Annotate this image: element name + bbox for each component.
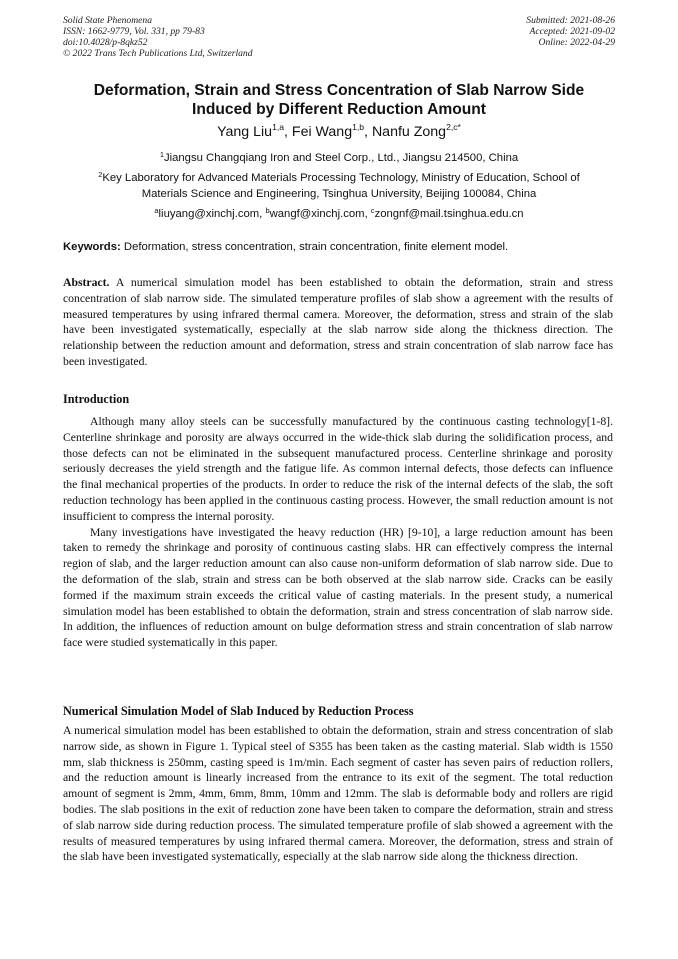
introduction-paragraph-2: Many investigations have investigated the heavy reduction (HR) [9-10], a large reduction amount has been taken to remedy the shrinkage and porosity of continuous casting slabs. HR can effectively compress the internal region of slab, and the larger reduction amount can also cause non-uniform deformation of slab narrow side. Due to the deformation of the slab, strain and stress can be both observed at the slab narrow side. Cracks can be easily formed if the maximum strain exceeds the critical value of casting materials. In the present study, a numerical simulation model has been established to obtain the deformation, strain and stress concentration of slab narrow side. In addition, the influences of reduction amount on bulge deformation stress and strain concentration of slab narrow face were studied systematically in this paper. [63,525,613,650]
email-address[interactable]: liuyang@xinchj.com, [158,208,266,220]
journal-name: Solid State Phenomena [63,15,152,26]
online-date: Online: 2022-04-29 [538,37,615,48]
author-name: Nanfu Zong [371,124,447,140]
doi-line: doi:10.4028/p-8qkz52 [63,37,148,48]
affiliation-superscript: 2 [98,170,103,179]
numerical-model-paragraph: A numerical simulation model has been established to obtain the deformation, strain and stress concentration of slab narrow side, as shown in Figure 1. Typical steel of S355 has been taken as the casting material. Slab width is 1550 mm, slab thickness is 250mm, casting speed is 1m/min. Each segment of caster has seven pairs of reduction rollers, and the reduction amount is linearly increased from the entrance to its exit of the segment. The total reduction amount of segment is 2mm, 4mm, 6mm, 8mm, 10mm and 12mm. The slab is deformable body and rollers are rigid bodies. The slab positions in the exit of reduction zone have been taken to compare the deformation, strain and stress of slab narrow side during reduction process. The simulated temperature profile of slab showed a agreement with the results of measured temperatures by using infrared thermal camera. Moreover, the deformation, stress and strain of the slab have been investigated systematically, especially at the slab narrow side along the thickness direction. [63,724,613,864]
affiliation-2 [40,170,638,202]
affiliation-superscript: 1 [159,150,164,159]
email-superscript: b [265,206,270,215]
introduction-section [63,414,613,651]
introduction-paragraph-1: Although many alloy steels can be successfully manufactured by the continuous casting technology[1-8]. Centerline shrinkage and porosity are always occurred in the wide-thick slab during the solidification process, and those defects can not be eliminated in the subsequent manufactured process. Centerline shrinkage and porosity seriously decreases the yield strength and the fatigue life. As common internal defects, those defects can influence the final mechanical properties of the products. In order to reduce the risk of the internal defects of the slab, the soft reduction technology has been applied in the continuous casting process. However, the small reduction amount is not insufficient to compress the internal porosity. [63,415,613,523]
title-line-1: Deformation, Strain and Stress Concentration of Slab Narrow Side [93,82,585,99]
keywords-label: Keywords: [63,241,121,253]
keywords-text: Deformation, stress concentration, strain concentration, finite element model. [120,241,509,253]
author-name: Fei Wang [291,124,353,140]
author-superscript: 2,c* [446,122,461,132]
author-separator: , [364,124,372,140]
issn-line: ISSN: 1662-9779, Vol. 331, pp 79-83 [63,26,205,37]
email-list [40,206,638,222]
author-superscript: 1,a [272,122,285,132]
accepted-date: Accepted: 2021-09-02 [529,26,615,37]
abstract-section [63,275,613,370]
email-address[interactable]: zongnf@mail.tsinghua.edu.cn [374,208,524,220]
email-superscript: a [154,206,159,215]
author-superscript: 1,b [352,122,365,132]
author-name: Yang Liu [217,124,273,140]
affiliation-text-line-2: Materials Science and Engineering, Tsinghua University, Beijing 100084, China [141,188,537,200]
title-line-2: Induced by Different Reduction Amount [192,101,486,118]
affiliation-text: Jiangsu Changqiang Iron and Steel Corp., Ltd., Jiangsu 214500, China [163,152,519,164]
paper-title [40,81,638,119]
affiliation-1 [40,150,638,166]
journal-info [63,15,253,59]
numerical-model-section [63,723,613,865]
affiliation-text-line-1: Key Laboratory for Advanced Materials Processing Technology, Ministry of Education, School of [102,172,580,184]
introduction-heading: Introduction [63,392,130,406]
author-separator: , [284,124,292,140]
abstract-label: Abstract. [63,276,110,289]
numerical-model-heading: Numerical Simulation Model of Slab Induced by Reduction Process [63,704,414,718]
copyright-line: © 2022 Trans Tech Publications Ltd, Switzerland [63,48,253,59]
dates-info [526,15,615,48]
keywords-line [63,239,623,255]
author-list [40,123,638,141]
submitted-date: Submitted: 2021-08-26 [526,15,615,26]
abstract-text: A numerical simulation model has been established to obtain the deformation, strain and stress concentration of slab narrow side. The simulated temperature profiles of slab show a agreement with the results of measured temperatures by using infrared thermal camera. Moreover, the deformation, stress and strain of the slab have been investigated systematically, especially at the slab narrow side along the thickness direction. The relationship between the reduction amount and deformation, stress and strain concentration of slab narrow face has been investigated. [63,276,613,368]
email-superscript: c [370,206,375,215]
email-address[interactable]: wangf@xinchj.com, [269,208,371,220]
